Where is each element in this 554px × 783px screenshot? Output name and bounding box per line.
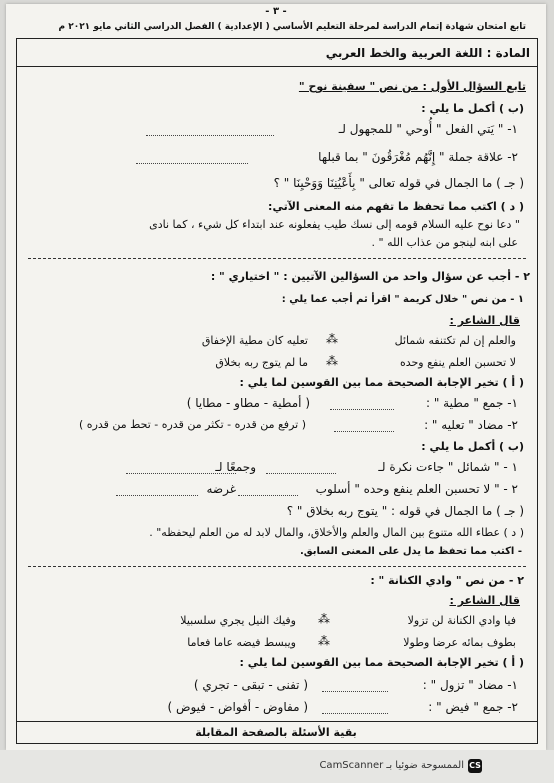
answer-blank[interactable] — [136, 163, 248, 164]
verse-separator-icon: ⁂ — [318, 634, 330, 648]
q2-a2-question: ٢- مضاد " تعليه " : — [424, 418, 518, 432]
q2-b-label: (ب ) أكمل ما يلي : — [421, 440, 524, 453]
verse-hemistich: بطوف بمائه عرضا وطولا — [403, 636, 516, 649]
footer-divider — [16, 721, 538, 722]
continue-note: بقية الأسئلة بالصفحة المقابلة — [195, 726, 357, 739]
header-divider — [16, 66, 538, 67]
section-divider — [28, 566, 526, 567]
q2-poet: قال الشاعر : — [449, 314, 520, 327]
verse-separator-icon: ⁂ — [326, 332, 338, 346]
q1-d-text: على ابنه لينجو من عذاب الله " . — [371, 236, 518, 249]
answer-blank[interactable] — [146, 135, 274, 136]
section-divider — [28, 258, 526, 259]
verse-hemistich: وفيك النيل يجري سلسبيلا — [180, 614, 296, 627]
q2-j: ( جـ ) ما الجمال في قوله : " يتوج ربه بخلاق " ؟ — [286, 504, 524, 518]
q2-a1-question: ١- جمع " مطية " : — [425, 396, 518, 410]
verse-hemistich: لا تحسبن العلم ينفع وحده — [399, 356, 516, 369]
q1-b2: ٢- علاقة جملة " إِنَّهُم مُغْرَقُونَ " بما قبلها — [318, 150, 518, 164]
q2-b1: ١ - " شمائل " جاءت نكرة لـ — [378, 460, 518, 474]
q2-b2: ٢ - " لا تحسبن العلم ينفع وحده " أسلوب — [315, 482, 518, 496]
q2-s1-heading: ١ - من نص " خلال كريمة " اقرأ ثم أجب عما يلي : — [281, 294, 524, 305]
q2-a1-options: ( أمطية - مطاو - مطايا ) — [186, 396, 310, 410]
q1-heading: تابع السؤال الأول : من نص " سفينة نوح " — [298, 80, 526, 93]
verse-hemistich: ويبسط فيضه عاما فعاما — [187, 636, 296, 649]
q2-heading: ٢ - أجب عن سؤال واحد من السؤالين الآتيين : " اختياري " : — [210, 270, 530, 283]
scanner-watermark: الممسوحة ضوئيا بـ CamScanner — [319, 760, 464, 771]
q3-a-label: ( أ ) تخير الإجابة الصحيحة مما بين القوسين لما يلي : — [239, 656, 524, 669]
exam-title: تابع امتحان شهادة إتمام الدراسة لمرحلة التعليم الأساسي ( الإعدادية ) الفصل الدراسي الثاني مايو ٢٠٢١ م — [58, 22, 526, 32]
answer-blank[interactable] — [322, 713, 388, 714]
answer-blank[interactable] — [330, 409, 394, 410]
subject-line: المادة : اللغة العربية والخط العربي — [325, 46, 530, 60]
q3-a2-options: ( مفاوض - أفواض - فيوض ) — [167, 700, 308, 714]
q3-poet: قال الشاعر : — [449, 594, 520, 607]
q3-a1-options: ( تفنى - تبقى - تجري ) — [193, 678, 308, 692]
q2-a2-options: ( ترفع من قدره - تكثر من قدره - تحط من قدره ) — [79, 418, 306, 431]
answer-blank[interactable] — [322, 691, 388, 692]
answer-blank[interactable] — [266, 473, 336, 474]
q3-a2-question: ٢- جمع " فيض " : — [428, 700, 518, 714]
q2-a-label: ( أ ) تخير الإجابة الصحيحة مما بين القوسين لما يلي : — [239, 376, 524, 389]
verse-hemistich: تعليه كان مطية الإخفاق — [201, 334, 308, 347]
q2-d-instruction: - اكتب مما تحفظ ما يدل على المعنى السابق. — [299, 546, 522, 557]
q1-b-label: (ب ) أكمل ما يلي : — [421, 102, 524, 115]
answer-blank[interactable] — [238, 495, 298, 496]
q3-a1-question: ١- مضاد " تزول " : — [422, 678, 518, 692]
q1-d-text: " دعا نوح عليه السلام قومه إلى نسك طيب يفعلونه عند ابتداء كل شيء ، كما نادى — [149, 218, 520, 231]
answer-blank[interactable] — [116, 495, 198, 496]
q1-b1: ١- " يَتي الفعل " أُوحي " للمجهول لـ — [338, 122, 518, 136]
answer-blank[interactable] — [126, 473, 236, 474]
q3-heading: ٢ - من نص " وادي الكنانة " : — [370, 574, 524, 587]
q2-b2-tail: غرضه — [206, 482, 236, 496]
camscanner-logo-icon: CS — [468, 759, 482, 773]
answer-blank[interactable] — [334, 431, 394, 432]
q1-j: ( جـ ) ما الجمال في قوله تعالى " بِأَعْيُنِنَا وَوَحْيِنَا " ؟ — [273, 176, 524, 190]
q2-b1-tail: وجمعًا لـ — [215, 460, 256, 474]
verse-separator-icon: ⁂ — [326, 354, 338, 368]
verse-hemistich: والعلم إن لم تكتنفه شمائل — [394, 334, 516, 347]
verse-separator-icon: ⁂ — [318, 612, 330, 626]
verse-hemistich: فيا وادي الكنانة لن تزولا — [407, 614, 516, 627]
page-number: - ٣ - — [265, 6, 287, 17]
q1-d-label: ( د ) اكتب مما تحفظ ما تفهم منه المعنى الآتي: — [268, 200, 524, 213]
q2-d: ( د ) عطاء الله متنوع بين المال والعلم والأخلاق، والمال لابد له من العلم ليحفظه" . — [149, 526, 524, 539]
verse-hemistich: ما لم يتوج ربه بخلاق — [215, 356, 308, 369]
exam-page — [6, 4, 546, 750]
